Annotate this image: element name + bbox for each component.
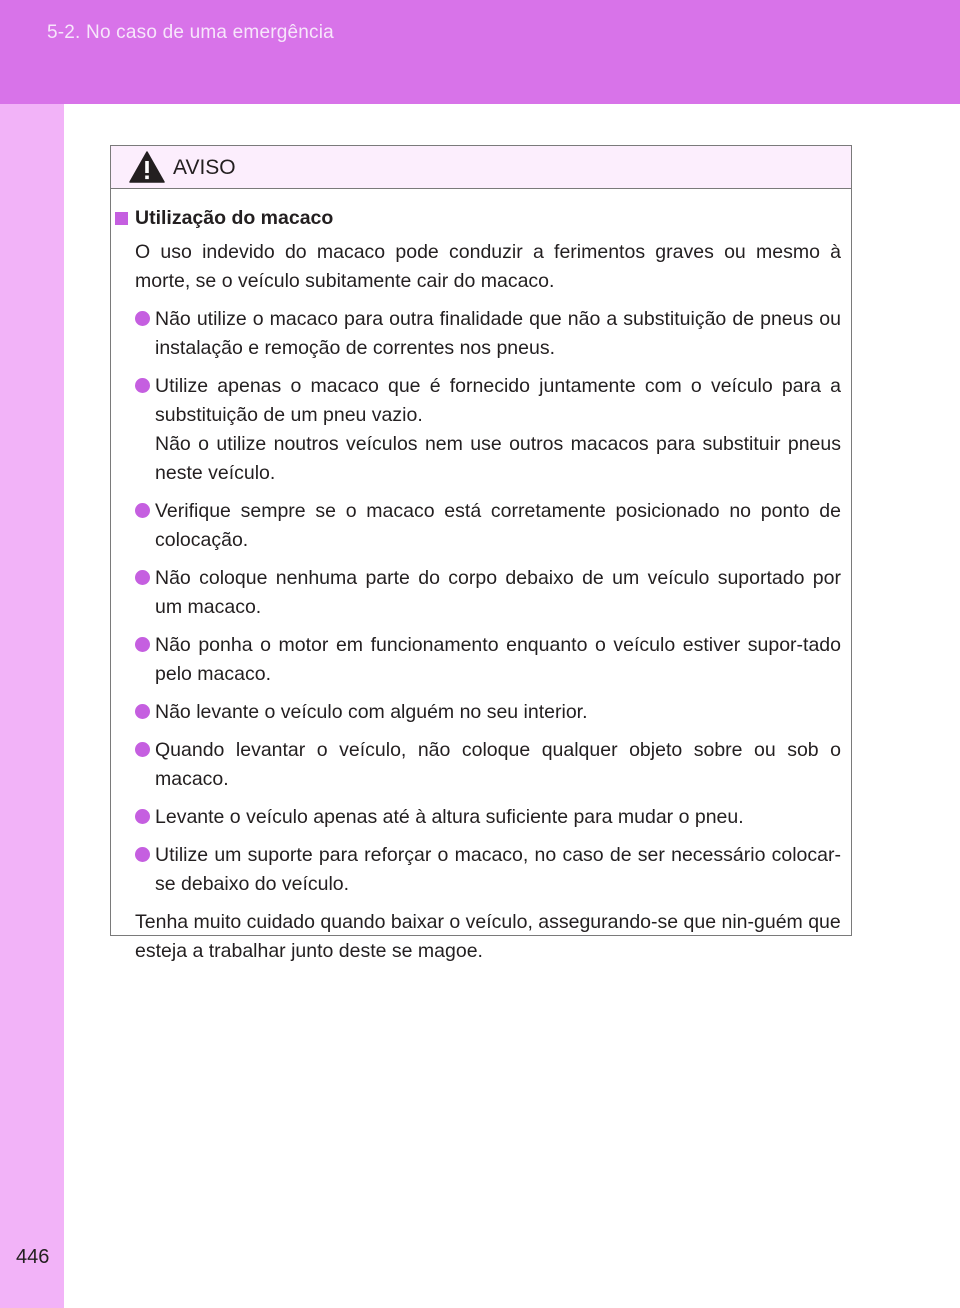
sub-heading-text: Utilização do macaco (135, 207, 334, 229)
round-bullet-icon (135, 637, 150, 652)
bullet-text: Não ponha o motor em funcionamento enquanto o veículo estiver supor-tado pelo macaco. (155, 634, 841, 685)
bullet-item (135, 372, 841, 488)
round-bullet-icon (135, 847, 150, 862)
round-bullet-icon (135, 311, 150, 326)
round-bullet-icon (135, 570, 150, 585)
bullet-text: Não utilize o macaco para outra finalidade que não a substituição de pneus ou instalação e remoção de correntes nos pneus. (155, 308, 841, 359)
bullet-text: Utilize um suporte para reforçar o macaco, no caso de ser necessário colocar-se debaixo do veículo. (155, 844, 841, 895)
bullet-item (135, 736, 841, 794)
warning-box (110, 145, 852, 962)
bullet-text: Utilize apenas o macaco que é fornecido juntamente com o veículo para a substituição de um pneu vazio. (155, 375, 841, 426)
bullet-text: Não coloque nenhuma parte do corpo debaixo de um veículo suportado por um macaco. (155, 567, 841, 618)
bullet-item (135, 841, 841, 899)
closing-text: Tenha muito cuidado quando baixar o veículo, assegurando-se que nin-guém que esteja a trabalhar junto deste se magoe. (135, 911, 841, 962)
warning-body (111, 188, 851, 986)
page-number: 446 (16, 1246, 50, 1268)
bullet-item (135, 631, 841, 689)
sub-heading (135, 204, 841, 233)
round-bullet-icon (135, 378, 150, 393)
bullet-text: Levante o veículo apenas até à altura suficiente para mudar o pneu. (155, 806, 744, 828)
round-bullet-icon (135, 503, 150, 518)
intro-text: O uso indevido do macaco pode conduzir a ferimentos graves ou mesmo à morte, se o veículo subitamente cair do macaco. (135, 241, 841, 292)
bullet-item (135, 305, 841, 363)
bullet-item (135, 803, 841, 832)
header-band (0, 0, 960, 104)
round-bullet-icon (135, 742, 150, 757)
bullet-text: Verifique sempre se o macaco está corretamente posicionado no ponto de colocação. (155, 500, 841, 551)
bullet-item (135, 564, 841, 622)
bullet-text: Quando levantar o veículo, não coloque qualquer objeto sobre ou sob o macaco. (155, 739, 841, 790)
section-title: 5-2. No caso de uma emergência (47, 22, 334, 43)
warning-header (111, 146, 851, 189)
side-band (0, 104, 64, 1308)
bullet-text: Não levante o veículo com alguém no seu interior. (155, 701, 588, 723)
bullet-item (135, 698, 841, 727)
round-bullet-icon (135, 809, 150, 824)
bullet-item (135, 497, 841, 555)
warning-title: AVISO (173, 156, 236, 179)
round-bullet-icon (135, 704, 150, 719)
square-bullet-icon (115, 212, 128, 225)
bullet-extra-text: Não o utilize noutros veículos nem use outros macacos para substituir pneus neste veículo. (155, 433, 841, 484)
bullet-list (135, 305, 841, 899)
warning-triangle-icon (129, 151, 165, 183)
